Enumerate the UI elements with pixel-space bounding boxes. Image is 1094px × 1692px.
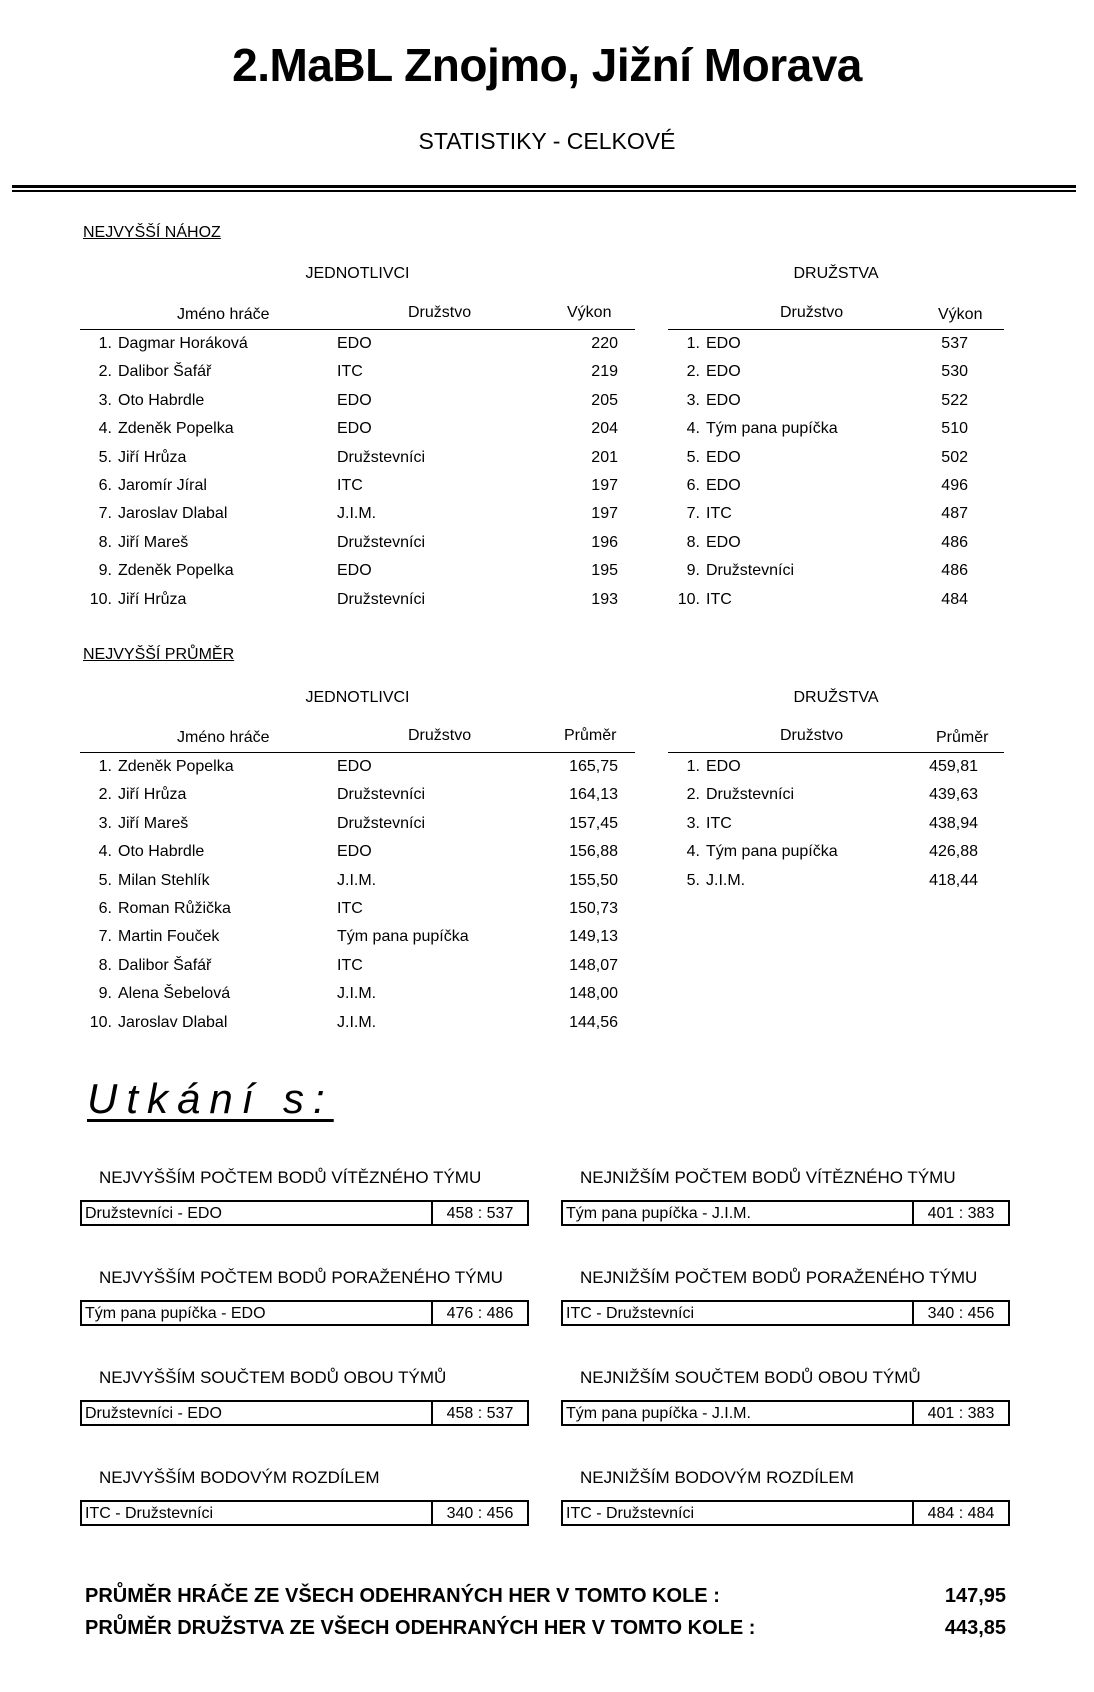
player-name: Dagmar Horáková [118,335,248,352]
table-row [80,387,635,415]
player-name: Jiří Hrůza [118,590,187,608]
row-rank: 6. [98,477,112,494]
header-divider-secondary [12,190,1076,192]
row-rank: 2. [98,786,112,804]
player-name: Zdeněk Popelka [118,562,234,580]
match-score: 401 : 383 [927,1405,995,1422]
match-category-label: NEJNIŽŠÍM POČTEM BODŮ VÍTĚZNÉHO TÝMU [580,1168,956,1187]
group-title-individuals: JEDNOTLIVCI [305,689,410,706]
team-name: Tým pana pupíčka [337,928,469,946]
column-header-team: Družstvo [780,727,844,744]
row-value: 502 [941,448,968,466]
table-row [668,586,1004,614]
match-teams: Tým pana pupíčka - EDO [82,1302,433,1324]
column-header-value: Výkon [567,304,612,321]
match-teams: Družstevníci - EDO [82,1402,433,1424]
team-name: EDO [337,758,372,775]
row-rank: 9. [98,562,112,580]
row-rank: 1. [686,335,700,352]
match-record-box [561,1500,1010,1526]
group-title-individuals: JEDNOTLIVCI [305,265,410,282]
team-name: EDO [706,758,741,775]
row-rank: 10. [89,590,112,608]
player-average-value: 147,95 [944,1585,1006,1607]
team-name: EDO [706,391,741,409]
match-category-label: NEJVYŠŠÍM POČTEM BODŮ PORAŽENÉHO TÝMU [99,1268,503,1287]
row-rank: 8. [98,956,112,974]
team-name: Tým pana pupíčka [706,843,838,861]
team-average-value: 443,85 [944,1617,1006,1639]
player-name: Zdeněk Popelka [118,758,234,775]
row-value: 148,07 [569,956,618,974]
player-name: Jaromír Jíral [118,477,207,494]
row-rank: 4. [98,420,112,438]
team-name: Družstevníci [337,786,426,804]
row-rank: 7. [98,928,112,946]
group-title-teams: DRUŽSTVA [793,689,879,706]
row-rank: 6. [686,477,700,494]
row-value: 155,50 [569,871,618,889]
table-row [668,810,1004,838]
row-value: 195 [591,562,618,580]
table-row [668,330,1004,358]
team-name: EDO [337,562,372,580]
row-value: 149,13 [569,928,618,946]
row-rank: 3. [686,391,700,409]
table-row [668,415,1004,443]
match-category-label: NEJNIŽŠÍM BODOVÝM ROZDÍLEM [580,1468,854,1487]
column-header-team: Družstvo [408,727,472,744]
match-category-label: NEJNIŽŠÍM SOUČTEM BODŮ OBOU TÝMŮ [580,1368,921,1387]
row-value: 530 [941,363,968,381]
row-value: 426,88 [929,843,978,861]
team-name: ITC [337,900,363,917]
match-category-label: NEJVYŠŠÍM SOUČTEM BODŮ OBOU TÝMŮ [99,1368,447,1387]
row-value: 459,81 [929,758,978,775]
match-record-box [80,1500,529,1526]
team-name: J.I.M. [706,871,746,889]
match-record-box [561,1300,1010,1326]
table-row [80,867,635,895]
row-value: 484 [941,590,968,608]
team-name: Družstevníci [337,590,426,608]
row-value: 201 [591,448,618,466]
table-row [668,867,1004,895]
table-row [80,1009,635,1037]
team-name: EDO [337,843,372,861]
row-rank: 5. [98,871,112,889]
match-score: 458 : 537 [446,1405,514,1422]
table-row [80,781,635,809]
match-teams: ITC - Družstevníci [563,1502,914,1524]
row-rank: 2. [686,786,700,804]
table-row [80,358,635,386]
table-row [80,895,635,923]
team-name: EDO [706,448,741,466]
table-row [80,586,635,614]
row-rank: 3. [686,814,700,832]
column-header-value: Výkon [938,306,983,323]
table-row [80,753,635,781]
row-rank: 1. [98,335,112,352]
row-rank: 8. [98,533,112,551]
row-rank: 5. [686,871,700,889]
table-row [668,838,1004,866]
row-value: 150,73 [569,900,618,917]
table-row [80,330,635,358]
table-row [668,500,1004,528]
table-row [668,529,1004,557]
group-title-teams: DRUŽSTVA [793,265,879,282]
row-value: 193 [591,590,618,608]
team-name: J.I.M. [337,985,377,1003]
match-record-box [561,1400,1010,1426]
table-row [80,923,635,951]
row-rank: 6. [98,900,112,917]
player-average-label: PRŮMĚR HRÁČE ZE VŠECH ODEHRANÝCH HER V TOMTO KOLE : [85,1585,720,1607]
match-category-label: NEJVYŠŠÍM POČTEM BODŮ VÍTĚZNÉHO TÝMU [99,1168,482,1187]
player-name: Dalibor Šafář [118,956,212,974]
team-name: Družstevníci [337,533,426,551]
row-rank: 10. [89,1013,112,1031]
row-value: 487 [941,505,968,523]
row-rank: 4. [98,843,112,861]
table-row [668,472,1004,500]
row-value: 486 [941,562,968,580]
match-score: 401 : 383 [927,1205,995,1222]
row-rank: 5. [98,448,112,466]
player-name: Zdeněk Popelka [118,420,234,438]
team-name: ITC [706,814,732,832]
player-name: Martin Fouček [118,928,220,946]
table-row [80,557,635,585]
team-name: ITC [706,590,732,608]
header-divider [12,185,1076,188]
team-name: Družstevníci [706,786,795,804]
section-title-highest-average: NEJVYŠŠÍ PRŮMĚR [83,646,235,663]
match-score: 340 : 456 [446,1505,514,1522]
match-teams: Družstevníci - EDO [82,1202,433,1224]
row-rank: 9. [686,562,700,580]
table-row [668,557,1004,585]
row-value: 197 [591,505,618,523]
match-teams: ITC - Družstevníci [82,1502,433,1524]
player-name: Jiří Hrůza [118,786,187,804]
team-name: ITC [337,363,363,381]
team-name: ITC [706,505,732,523]
row-rank: 1. [98,758,112,775]
player-name: Alena Šebelová [118,985,231,1003]
table-row [668,444,1004,472]
row-value: 148,00 [569,985,618,1003]
table-row [80,444,635,472]
row-rank: 5. [686,448,700,466]
row-rank: 1. [686,758,700,775]
row-value: 205 [591,391,618,409]
player-name: Dalibor Šafář [118,363,212,381]
column-header-value: Průměr [564,727,617,744]
row-rank: 4. [686,843,700,861]
match-record-box [80,1400,529,1426]
team-name: Družstevníci [337,814,426,832]
row-value: 219 [591,363,618,381]
section-title-highest-throw: NEJVYŠŠÍ NÁHOZ [83,224,221,241]
column-header-team: Družstvo [780,304,844,321]
team-name: Družstevníci [337,448,426,466]
table-row [80,838,635,866]
team-name: EDO [706,363,741,381]
row-value: 522 [941,391,968,409]
row-value: 510 [941,420,968,438]
row-value: 196 [591,533,618,551]
row-value: 418,44 [929,871,978,889]
team-name: ITC [337,956,363,974]
row-value: 144,56 [569,1013,618,1031]
match-category-label: NEJNIŽŠÍM POČTEM BODŮ PORAŽENÉHO TÝMU [580,1268,978,1287]
row-rank: 8. [686,533,700,551]
team-name: EDO [337,420,372,438]
team-name: Družstevníci [706,562,795,580]
player-name: Jiří Mareš [118,814,189,832]
team-name: J.I.M. [337,1013,377,1031]
table-row [80,980,635,1008]
row-value: 157,45 [569,814,618,832]
match-teams: Tým pana pupíčka - J.I.M. [563,1202,914,1224]
row-value: 197 [591,477,618,494]
player-name: Oto Habrdle [118,391,205,409]
row-rank: 2. [686,363,700,381]
table-row [80,810,635,838]
player-name: Jiří Mareš [118,533,189,551]
row-rank: 7. [98,505,112,523]
matches-heading: Utkání s: [87,1075,334,1122]
match-score: 340 : 456 [927,1305,995,1322]
row-value: 438,94 [929,814,978,832]
match-teams: ITC - Družstevníci [563,1302,914,1324]
match-score: 476 : 486 [446,1305,514,1322]
player-name: Jaroslav Dlabal [118,505,228,523]
team-name: EDO [706,335,741,352]
team-name: Tým pana pupíčka [706,420,838,438]
row-rank: 3. [98,391,112,409]
page-subtitle: STATISTIKY - CELKOVÉ [418,128,676,154]
row-rank: 7. [686,505,700,523]
player-name: Jaroslav Dlabal [118,1013,228,1031]
team-name: EDO [706,477,741,494]
player-name: Oto Habrdle [118,843,205,861]
row-rank: 10. [677,590,700,608]
row-value: 156,88 [569,843,618,861]
row-value: 220 [591,335,618,352]
table-row [80,529,635,557]
team-name: J.I.M. [337,505,377,523]
team-name: EDO [706,533,741,551]
row-value: 204 [591,420,618,438]
table-row [668,781,1004,809]
match-teams: Tým pana pupíčka - J.I.M. [563,1402,914,1424]
column-header-team: Družstvo [408,304,472,321]
match-category-label: NEJVYŠŠÍM BODOVÝM ROZDÍLEM [99,1468,380,1487]
team-average-label: PRŮMĚR DRUŽSTVA ZE VŠECH ODEHRANÝCH HER V TOMTO KOLE : [85,1617,756,1639]
player-name: Milan Stehlík [118,871,210,889]
column-header-player: Jméno hráče [177,306,270,323]
team-name: EDO [337,335,372,352]
column-header-player: Jméno hráče [177,729,270,746]
match-record-box [80,1200,529,1226]
page-title: 2.MaBL Znojmo, Jižní Morava [232,39,862,91]
match-record-box [80,1300,529,1326]
match-record-box [561,1200,1010,1226]
table-row [80,472,635,500]
row-value: 439,63 [929,786,978,804]
table-row [668,387,1004,415]
row-value: 537 [941,335,968,352]
match-score: 458 : 537 [446,1205,514,1222]
table-row [80,500,635,528]
row-rank: 4. [686,420,700,438]
player-name: Roman Růžička [118,900,231,917]
team-name: EDO [337,391,372,409]
row-rank: 9. [98,985,112,1003]
column-header-value: Průměr [936,729,989,746]
row-value: 496 [941,477,968,494]
row-rank: 3. [98,814,112,832]
player-name: Jiří Hrůza [118,448,187,466]
table-row [80,415,635,443]
table-row [668,753,1004,781]
table-row [668,358,1004,386]
team-name: ITC [337,477,363,494]
row-value: 486 [941,533,968,551]
row-value: 164,13 [569,786,618,804]
row-rank: 2. [98,363,112,381]
match-score: 484 : 484 [927,1505,995,1522]
team-name: J.I.M. [337,871,377,889]
row-value: 165,75 [569,758,618,775]
table-row [80,952,635,980]
